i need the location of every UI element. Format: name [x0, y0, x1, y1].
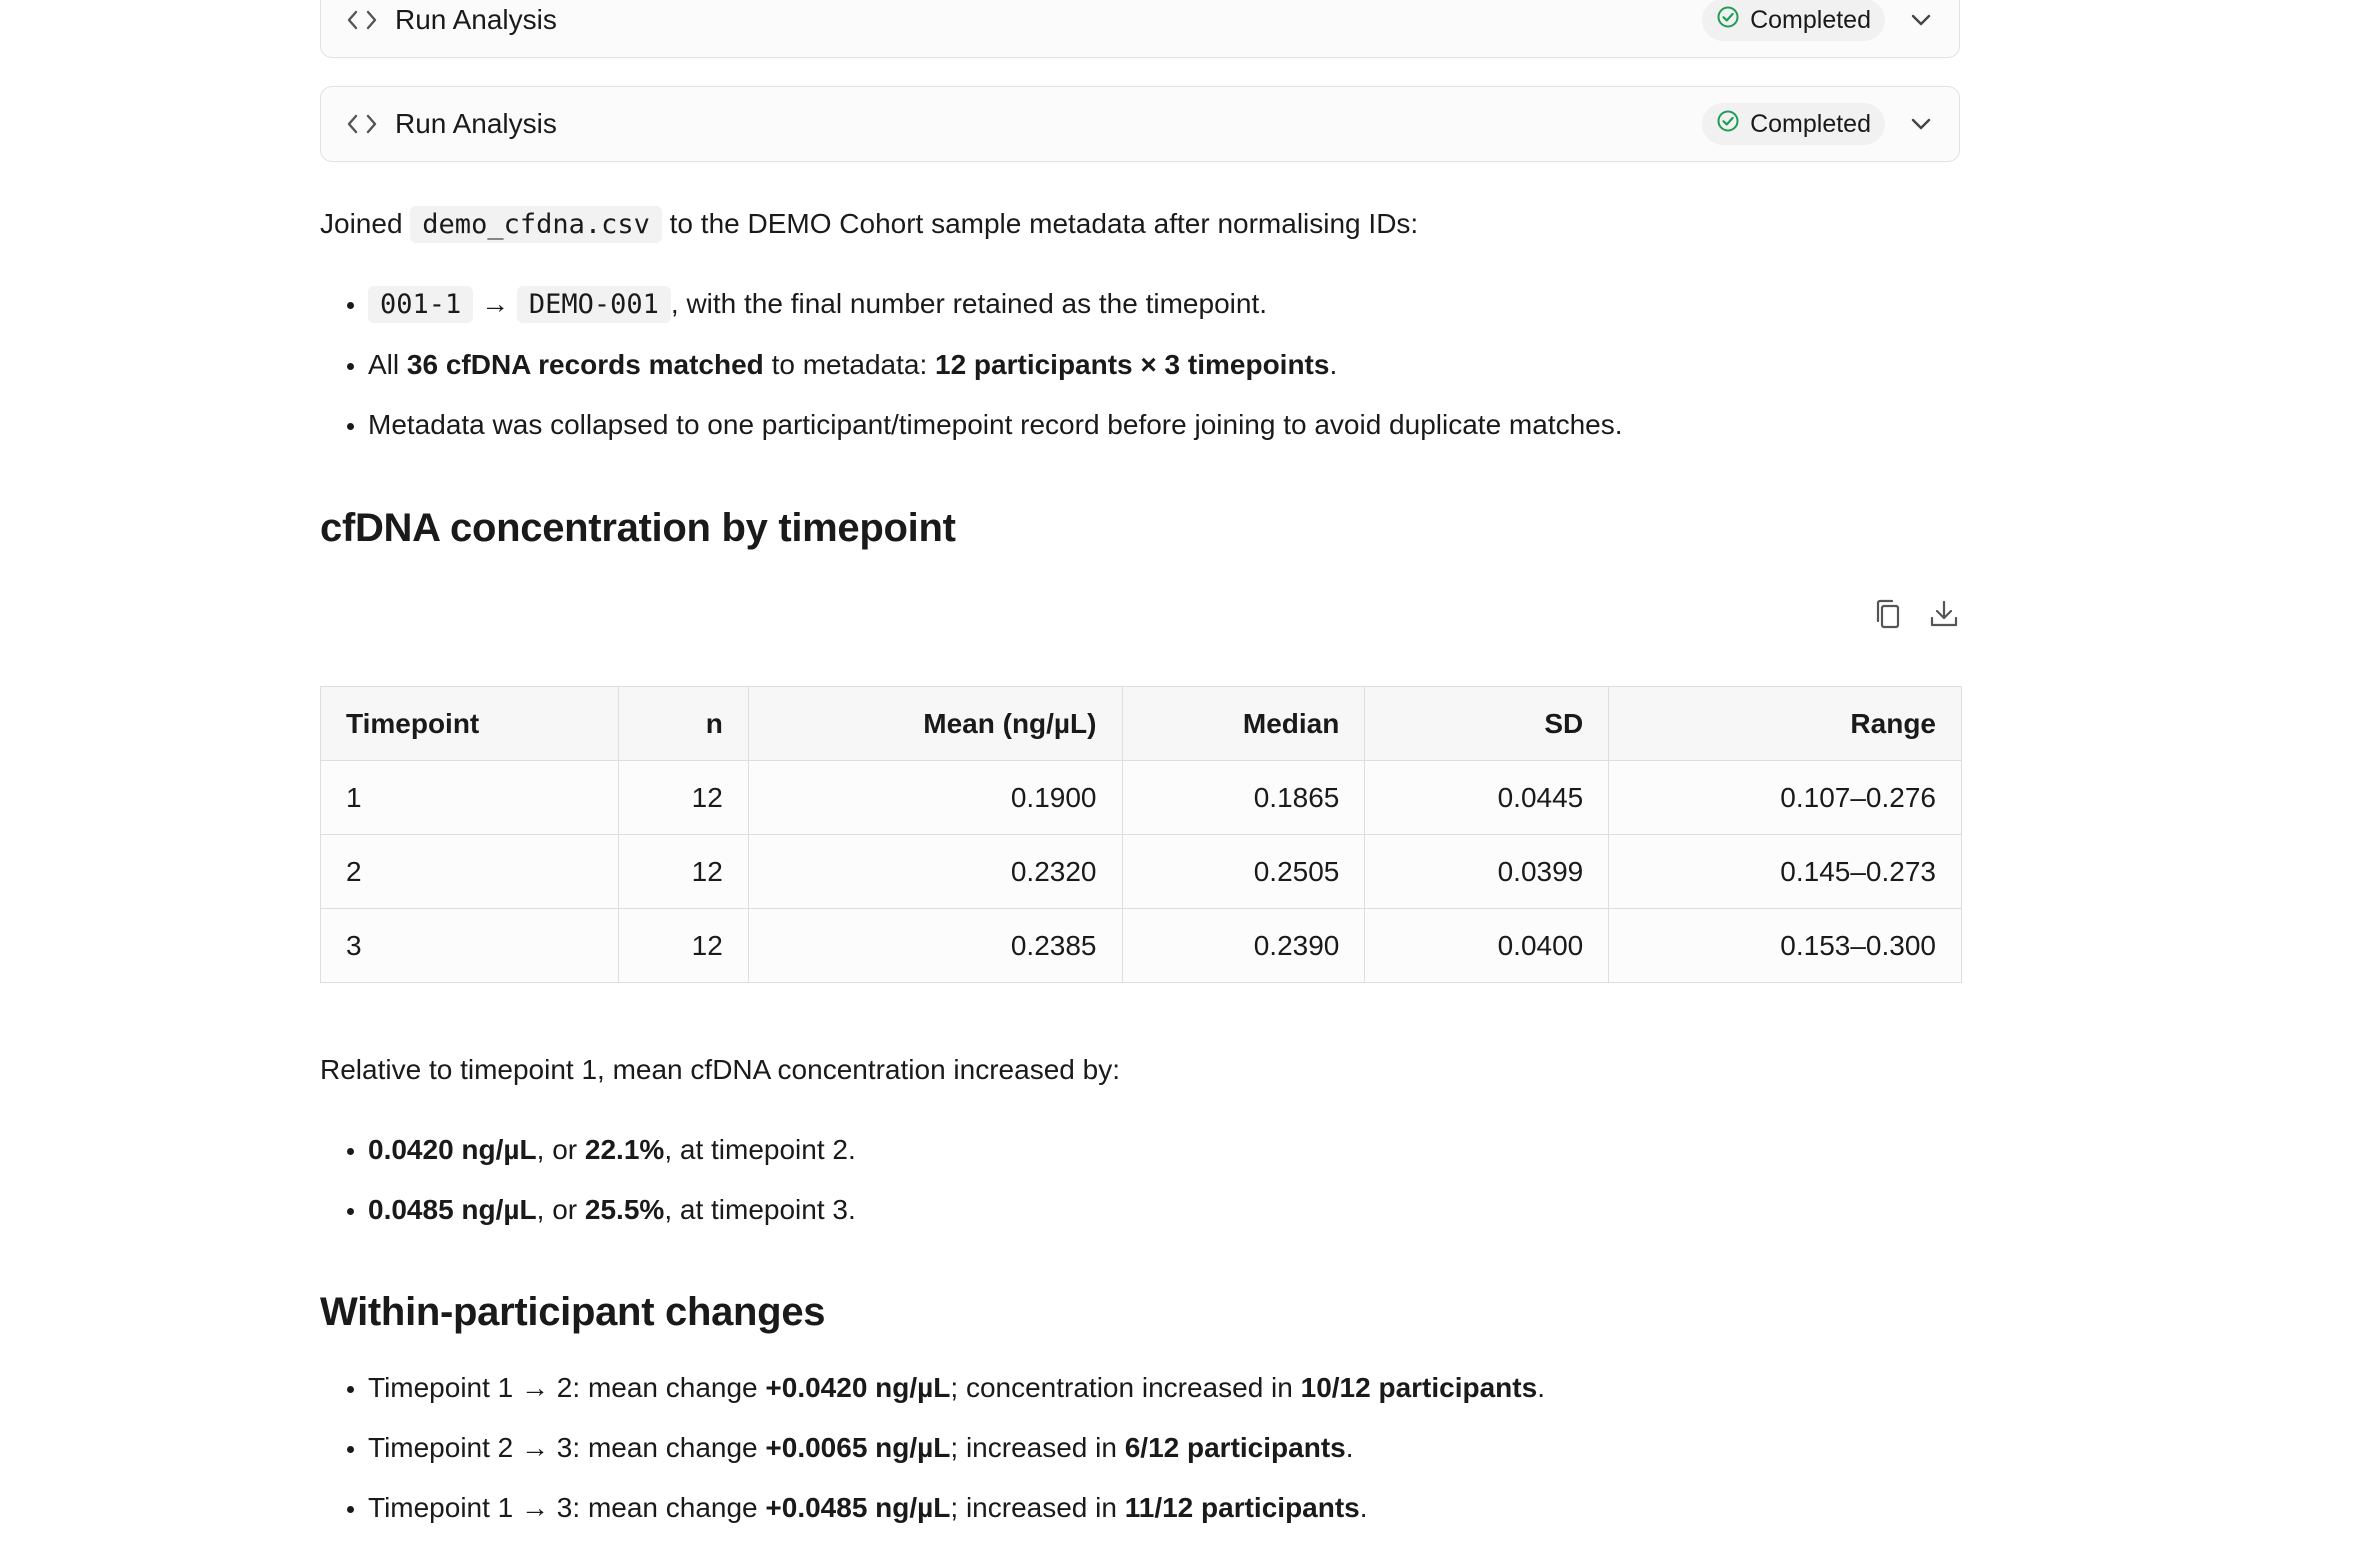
check-circle-icon: [1716, 109, 1740, 140]
status-label: Completed: [1750, 109, 1871, 138]
table-cell: 0.2320: [748, 835, 1122, 909]
cfdna-stats-table: [320, 686, 1962, 983]
table-cell: 0.1865: [1122, 761, 1365, 835]
relative-intro-text: Relative to timepoint 1, mean cfDNA concentration increased by:: [320, 1054, 1120, 1085]
table-cell: 0.153–0.300: [1609, 909, 1962, 983]
column-header: SD: [1365, 687, 1609, 761]
table-cell: 12: [618, 761, 748, 835]
table-cell: 0.2390: [1122, 909, 1365, 983]
table-header-row: [321, 687, 1962, 761]
table-cell: 0.145–0.273: [1609, 835, 1962, 909]
list-item: • All 36 cfDNA records matched to metadata: 12 participants × 3 timepoints.: [368, 345, 2010, 385]
table-cell: 0.107–0.276: [1609, 761, 1962, 835]
column-header: n: [618, 687, 748, 761]
table-cell: 0.1900: [748, 761, 1122, 835]
table-cell: 3: [321, 909, 619, 983]
list-item: • Timepoint 2 → 3: mean change +0.0065 ng/µL; increased in 6/12 participants.: [368, 1428, 2010, 1468]
table-cell: 0.0399: [1365, 835, 1609, 909]
relative-change-list: [320, 1130, 2010, 1250]
tool-call-title: Run Analysis: [395, 4, 557, 35]
table-cell: 0.0445: [1365, 761, 1609, 835]
list-item: • 0.0485 ng/µL, or 25.5%, at timepoint 3.: [368, 1190, 2010, 1230]
list-item: • 0.0420 ng/µL, or 22.1%, at timepoint 2.: [368, 1130, 2010, 1170]
tool-call-title: Run Analysis: [395, 108, 557, 139]
section-heading: cfDNA concentration by timepoint: [320, 506, 956, 550]
list-item: • Timepoint 1 → 2: mean change +0.0420 ng/µL; concentration increased in 10/12 participants.: [368, 1368, 2010, 1408]
id-code: 001-1: [368, 286, 473, 323]
tool-call-card[interactable]: [320, 86, 1960, 162]
list-item: • Metadata was collapsed to one participant/timepoint record before joining to avoid duplicate matches.: [368, 405, 2010, 445]
chevron-down-icon[interactable]: [1909, 8, 1933, 32]
status-badge: [1702, 0, 1885, 41]
table-row: [321, 761, 1962, 835]
join-summary-text: Joined demo_cfdna.csv to the DEMO Cohort sample metadata after normalising IDs:: [320, 204, 1962, 245]
table-cell: 0.2385: [748, 909, 1122, 983]
table-toolbar: [1872, 596, 1960, 632]
list-item: • Timepoint 1 → 3: mean change +0.0485 ng/µL; increased in 11/12 participants.: [368, 1488, 2010, 1528]
table-cell: 0.2505: [1122, 835, 1365, 909]
column-header: Mean (ng/µL): [748, 687, 1122, 761]
code-brackets-icon: [345, 8, 379, 32]
table-row: [321, 835, 1962, 909]
join-details-list: [320, 284, 2010, 465]
table-cell: 12: [618, 909, 748, 983]
status-badge: [1702, 103, 1885, 145]
chevron-down-icon[interactable]: [1909, 112, 1933, 136]
within-participant-list: [320, 1368, 2010, 1548]
table-cell: 12: [618, 835, 748, 909]
table-cell: 1: [321, 761, 619, 835]
table-cell: 2: [321, 835, 619, 909]
column-header: Timepoint: [321, 687, 619, 761]
status-label: Completed: [1750, 5, 1871, 34]
table-row: [321, 909, 1962, 983]
list-item: • 001-1 → DEMO-001 , with the final number retained as the timepoint.: [368, 284, 2010, 325]
tool-call-card[interactable]: [320, 0, 1960, 58]
id-code: DEMO-001: [517, 286, 671, 323]
table-cell: 0.0400: [1365, 909, 1609, 983]
section-heading: Within-participant changes: [320, 1290, 826, 1334]
copy-icon[interactable]: [1872, 596, 1904, 632]
download-icon[interactable]: [1928, 596, 1960, 632]
column-header: Median: [1122, 687, 1365, 761]
filename-code: demo_cfdna.csv: [410, 206, 662, 243]
code-brackets-icon: [345, 112, 379, 136]
column-header: Range: [1609, 687, 1962, 761]
check-circle-icon: [1716, 5, 1740, 36]
